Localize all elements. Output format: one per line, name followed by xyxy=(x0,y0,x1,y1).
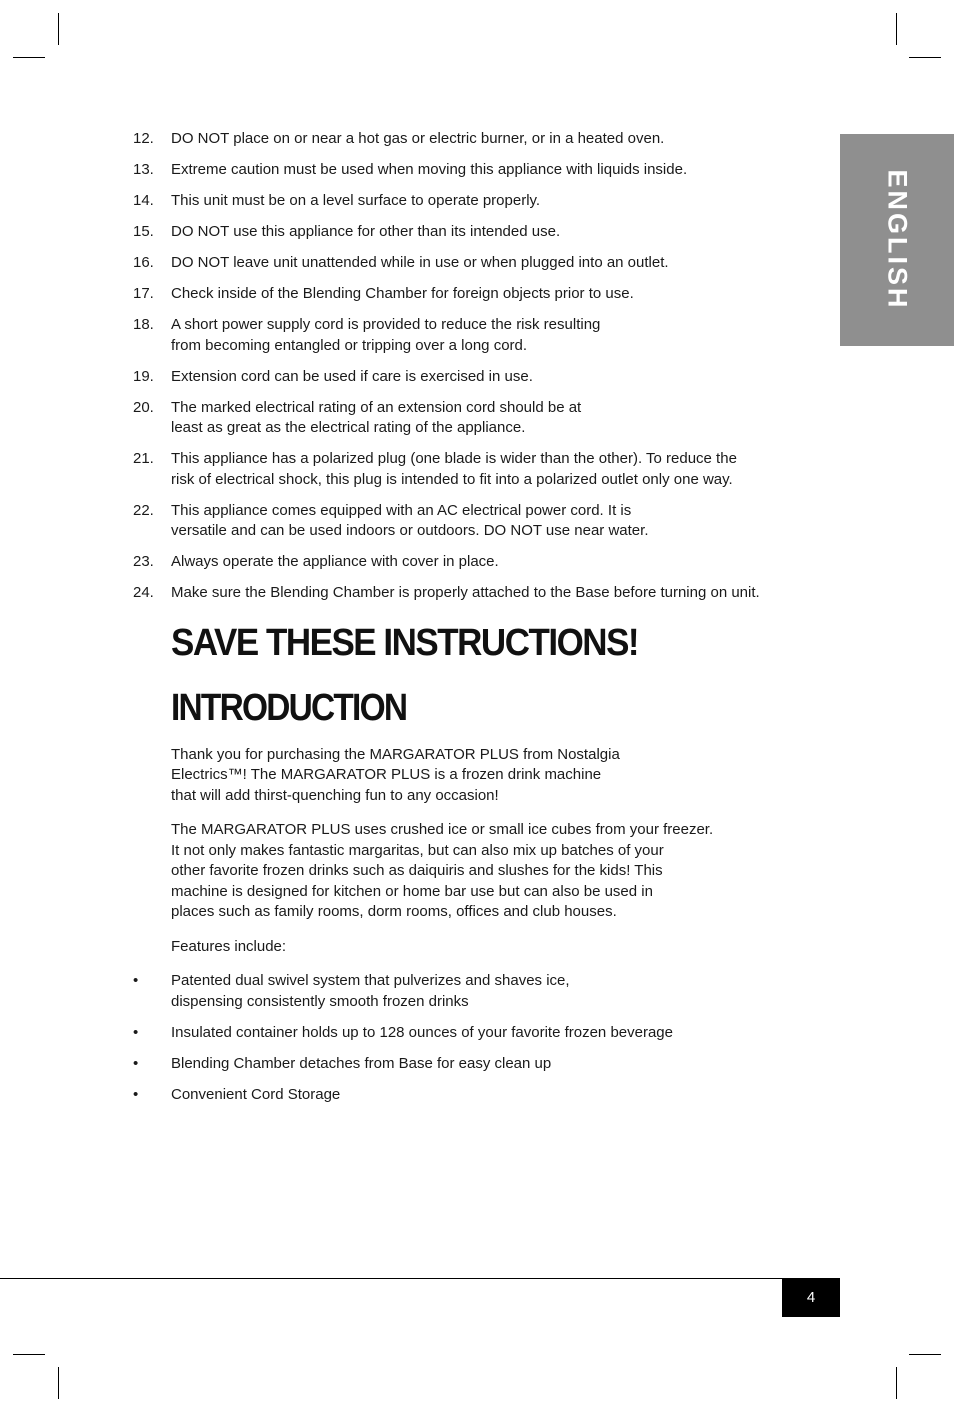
instruction-item-text xyxy=(171,129,813,150)
feature-item xyxy=(133,1023,813,1044)
feature-item xyxy=(133,1085,813,1106)
instruction-item-marker: 22. xyxy=(133,501,154,519)
instruction-item xyxy=(133,449,813,490)
feature-item-text xyxy=(171,1054,813,1075)
text-line: from becoming entangled or tripping over a long cord. xyxy=(171,336,528,354)
introduction-heading: INTRODUCTION xyxy=(171,686,407,729)
feature-item-text xyxy=(171,1023,813,1044)
text-line: Patented dual swivel system that pulverizes and shaves ice, xyxy=(171,972,570,989)
text-line: that will add thirst-quenching fun to any occasion! xyxy=(171,786,499,804)
text-line: DO NOT leave unit unattended while in use or when plugged into an outlet. xyxy=(171,254,669,271)
instruction-item xyxy=(133,191,813,212)
instruction-item-text xyxy=(171,552,813,573)
instruction-item-marker: 20. xyxy=(133,398,154,416)
instruction-item-marker: 15. xyxy=(133,223,154,240)
text-line: Make sure the Blending Chamber is properly attached to the Base before turning on unit. xyxy=(171,584,760,601)
instruction-item-text xyxy=(171,222,813,243)
text-line: The marked electrical rating of an extension cord should be at xyxy=(171,398,582,416)
instruction-item-text xyxy=(171,160,813,181)
instruction-item-marker: 18. xyxy=(133,316,154,333)
text-line: other favorite frozen drinks such as daiquiris and slushes for the kids! This xyxy=(171,862,663,879)
text-line: risk of electrical shock, this plug is intended to fit into a polarized outlet only one way. xyxy=(171,470,733,488)
text-line: Features include: xyxy=(171,937,287,955)
text-line: It not only makes fantastic margaritas, but can also mix up batches of your xyxy=(171,841,664,859)
instruction-item-text xyxy=(171,367,813,388)
instruction-item-marker: 23. xyxy=(133,553,154,570)
instruction-item-marker: 17. xyxy=(133,285,154,302)
instruction-item-text xyxy=(171,501,813,542)
text-line: The MARGARATOR PLUS uses crushed ice or small ice cubes from your freezer. xyxy=(171,821,714,838)
instruction-item xyxy=(133,222,813,243)
page-content xyxy=(133,129,813,1116)
instruction-item-marker: 14. xyxy=(133,192,154,209)
text-line: Electrics™! The MARGARATOR PLUS is a frozen drink machine xyxy=(171,766,602,783)
language-tab-label: ENGLISH xyxy=(882,169,913,311)
instruction-item xyxy=(133,398,813,439)
features-list xyxy=(133,971,813,1105)
text-line: Check inside of the Blending Chamber for foreign objects prior to use. xyxy=(171,285,634,302)
text-line: This unit must be on a level surface to operate properly. xyxy=(171,192,541,209)
crop-mark xyxy=(896,13,897,45)
text-line: dispensing consistently smooth frozen drinks xyxy=(171,992,469,1010)
instruction-item-marker: 16. xyxy=(133,254,154,271)
instruction-item xyxy=(133,501,813,542)
text-line: machine is designed for kitchen or home bar use but can also be used in xyxy=(171,882,653,900)
instruction-item-text xyxy=(171,398,813,439)
text-line: least as great as the electrical rating of the appliance. xyxy=(171,419,526,436)
crop-mark xyxy=(58,1367,59,1399)
text-line: Thank you for purchasing the MARGARATOR PLUS from Nostalgia xyxy=(171,745,620,763)
crop-mark xyxy=(13,1354,45,1355)
feature-item-marker: • xyxy=(133,1085,139,1103)
instruction-item-marker: 19. xyxy=(133,367,154,385)
footer-rule xyxy=(0,1278,840,1279)
instruction-item xyxy=(133,315,813,356)
text-line: Always operate the appliance with cover in place. xyxy=(171,553,499,570)
intro-paragraph xyxy=(171,937,813,958)
text-line: DO NOT place on or near a hot gas or electric burner, or in a heated oven. xyxy=(171,130,665,147)
crop-mark xyxy=(896,1367,897,1399)
instruction-item-text xyxy=(171,583,813,604)
instruction-item xyxy=(133,583,813,604)
feature-item-text xyxy=(171,1085,813,1106)
instruction-item-marker: 13. xyxy=(133,161,154,178)
text-line: Extension cord can be used if care is exercised in use. xyxy=(171,367,533,385)
instruction-item-text xyxy=(171,191,813,212)
feature-item-marker: • xyxy=(133,1054,139,1072)
crop-mark xyxy=(13,57,45,58)
crop-mark xyxy=(58,13,59,45)
feature-item-text xyxy=(171,971,813,1012)
instruction-item xyxy=(133,367,813,388)
text-line: This appliance has a polarized plug (one blade is wider than the other). To reduce the xyxy=(171,450,737,467)
feature-item-marker: • xyxy=(133,972,139,989)
instruction-item xyxy=(133,552,813,573)
text-line: Convenient Cord Storage xyxy=(171,1085,341,1103)
instruction-item-marker: 12. xyxy=(133,130,154,147)
intro-paragraph xyxy=(171,745,813,807)
crop-mark xyxy=(909,1354,941,1355)
instruction-item-text xyxy=(171,284,813,305)
instruction-item xyxy=(133,284,813,305)
instruction-item-text xyxy=(171,315,813,356)
text-line: Blending Chamber detaches from Base for easy clean up xyxy=(171,1054,552,1072)
feature-item xyxy=(133,1054,813,1075)
text-line: DO NOT use this appliance for other than its intended use. xyxy=(171,223,561,240)
text-line: Insulated container holds up to 128 ounces of your favorite frozen beverage xyxy=(171,1023,673,1041)
page-number: 4 xyxy=(782,1278,840,1317)
crop-mark xyxy=(909,57,941,58)
text-line: A short power supply cord is provided to reduce the risk resulting xyxy=(171,316,601,333)
instruction-item-text xyxy=(171,449,813,490)
text-line: This appliance comes equipped with an AC electrical power cord. It is xyxy=(171,501,632,519)
instruction-item xyxy=(133,253,813,274)
text-line: places such as family rooms, dorm rooms, offices and club houses. xyxy=(171,903,617,920)
instruction-item xyxy=(133,160,813,181)
safety-instructions-list xyxy=(133,129,813,604)
feature-item-marker: • xyxy=(133,1023,139,1041)
instruction-item-marker: 21. xyxy=(133,450,154,467)
instruction-item-text xyxy=(171,253,813,274)
intro-paragraph xyxy=(171,820,813,923)
language-tab xyxy=(840,134,954,346)
instruction-item xyxy=(133,129,813,150)
instruction-item-marker: 24. xyxy=(133,584,154,601)
feature-item xyxy=(133,971,813,1012)
text-line: versatile and can be used indoors or outdoors. DO NOT use near water. xyxy=(171,522,649,539)
text-line: Extreme caution must be used when moving this appliance with liquids inside. xyxy=(171,161,688,178)
save-instructions-heading: SAVE THESE INSTRUCTIONS! xyxy=(171,621,639,664)
introduction-body xyxy=(133,745,813,958)
